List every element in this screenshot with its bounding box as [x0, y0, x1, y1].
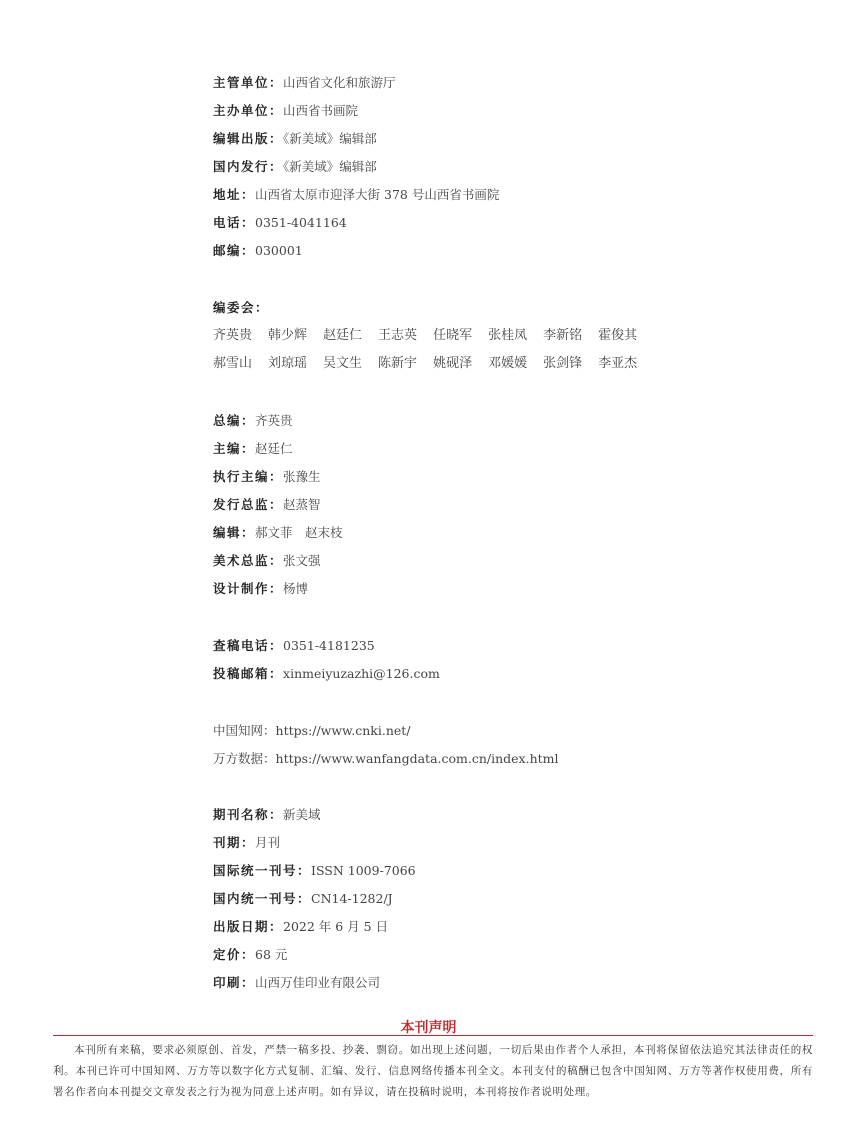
info-label: 发行总监： — [213, 497, 284, 512]
committee-label: 编委会： — [213, 300, 270, 315]
committee-member: 刘琼瑶 — [268, 356, 308, 371]
info-label: 国内发行： — [213, 159, 284, 174]
info-line — [213, 807, 321, 823]
committee-member: 郝雪山 — [213, 356, 253, 371]
info-label: 国内统一刊号： — [213, 891, 312, 906]
committee-row-2 — [213, 356, 653, 372]
committee-member: 王志英 — [378, 328, 418, 343]
info-value: xinmeiyuzazhi@126.com — [283, 666, 440, 681]
info-line — [213, 441, 293, 457]
info-line — [213, 975, 380, 991]
info-value: 杨博 — [283, 581, 309, 596]
info-value: CN14-1282/J — [311, 891, 393, 906]
info-value: 030001 — [255, 243, 303, 258]
info-value: 张豫生 — [283, 469, 321, 484]
info-value: 山西省文化和旅游厅 — [283, 75, 396, 90]
committee-member: 韩少辉 — [268, 328, 308, 343]
info-value: ISSN 1009-7066 — [311, 863, 416, 878]
info-line — [213, 103, 358, 119]
notice-body: 本刊所有来稿，要求必须原创、首发，严禁一稿多投、抄袭、剽窃。如出现上述问题，一切后果由作者个人承担，本刊将保留依法追究其法律责任的权利。本刊已许可中国知网、万方等以数字化方式复制、汇编、发行、信息网络传播本刊全文。本刊支付的稿酬已包含中国知网、万方等著作权使用费，所有署名作者向本刊提交文章发表之行为视为同意上述声明。如有异议，请在投稿时说明，本刊将按作者说明处理。 — [53, 1044, 813, 1098]
info-label: 查稿电话： — [213, 638, 284, 653]
info-value: 新美域 — [283, 807, 321, 822]
info-label: 主管单位： — [213, 75, 284, 90]
info-label: 印刷： — [213, 975, 256, 990]
committee-row-1 — [213, 328, 653, 344]
info-label: 美术总监： — [213, 553, 284, 568]
info-label: 期刊名称： — [213, 807, 284, 822]
info-label: 国际统一刊号： — [213, 863, 312, 878]
info-line — [213, 469, 321, 485]
committee-member: 张桂凤 — [488, 328, 528, 343]
info-label: 出版日期： — [213, 919, 284, 934]
info-label: 主编： — [213, 441, 256, 456]
committee-member: 赵廷仁 — [323, 328, 363, 343]
info-line — [213, 638, 375, 654]
committee-member: 任晓军 — [433, 328, 473, 343]
info-label: 万方数据： — [213, 751, 276, 766]
info-label: 编辑： — [213, 525, 256, 540]
committee-member: 吴文生 — [323, 356, 363, 371]
committee-heading — [213, 300, 269, 316]
info-line — [213, 947, 287, 963]
info-label: 投稿邮箱： — [213, 666, 284, 681]
info-value: 张文强 — [283, 553, 321, 568]
committee-member: 李新铭 — [543, 328, 583, 343]
committee-member: 霍俊其 — [598, 328, 638, 343]
info-label: 编辑出版： — [213, 131, 284, 146]
info-label: 总编： — [213, 413, 256, 428]
info-line — [213, 751, 559, 767]
info-line — [213, 723, 411, 739]
info-value: 《新美域》编辑部 — [283, 131, 377, 146]
info-line — [213, 75, 396, 91]
info-line — [213, 525, 343, 541]
info-line — [213, 891, 393, 907]
info-value: 《新美域》编辑部 — [283, 159, 377, 174]
notice-divider — [53, 1035, 813, 1036]
info-value: 山西省太原市迎泽大街 378 号山西省书画院 — [255, 187, 500, 202]
info-label: 中国知网： — [213, 723, 276, 738]
info-value: 郝文菲 赵末枝 — [255, 525, 343, 540]
info-value: 0351-4041164 — [255, 215, 347, 230]
info-value: https://www.cnki.net/ — [275, 723, 411, 738]
info-label: 执行主编： — [213, 469, 284, 484]
info-line — [213, 413, 293, 429]
info-value: 山西万佳印业有限公司 — [255, 975, 381, 990]
info-value: 山西省书画院 — [283, 103, 359, 118]
committee-member: 邓媛媛 — [488, 356, 528, 371]
info-line — [213, 497, 321, 513]
info-line — [213, 835, 280, 851]
info-value: 赵廷仁 — [255, 441, 293, 456]
info-line — [213, 215, 347, 231]
info-label: 主办单位： — [213, 103, 284, 118]
info-line — [213, 863, 416, 879]
info-line — [213, 581, 308, 597]
committee-member: 齐英贵 — [213, 328, 253, 343]
info-label: 电话： — [213, 215, 256, 230]
info-value: 68 元 — [255, 947, 288, 962]
info-label: 邮编： — [213, 243, 256, 258]
info-value: https://www.wanfangdata.com.cn/index.html — [275, 751, 559, 766]
info-line — [213, 187, 499, 203]
info-line — [213, 666, 440, 682]
info-label: 刊期： — [213, 835, 256, 850]
info-value: 齐英贵 — [255, 413, 293, 428]
info-line — [213, 919, 388, 935]
info-line — [213, 553, 321, 569]
info-value: 月刊 — [255, 835, 281, 850]
committee-member: 陈新宇 — [378, 356, 418, 371]
committee-member: 张剑锋 — [543, 356, 583, 371]
info-line — [213, 159, 377, 175]
info-value: 2022 年 6 月 5 日 — [283, 919, 389, 934]
info-value: 赵蒸智 — [283, 497, 321, 512]
committee-member: 李亚杰 — [598, 356, 638, 371]
info-label: 地址： — [213, 187, 256, 202]
info-value: 0351-4181235 — [283, 638, 375, 653]
info-line — [213, 131, 377, 147]
notice-title: 本刊声明 — [400, 1020, 457, 1036]
committee-member: 姚砚泽 — [433, 356, 473, 371]
info-label: 定价： — [213, 947, 256, 962]
info-line — [213, 243, 303, 259]
info-label: 设计制作： — [213, 581, 284, 596]
